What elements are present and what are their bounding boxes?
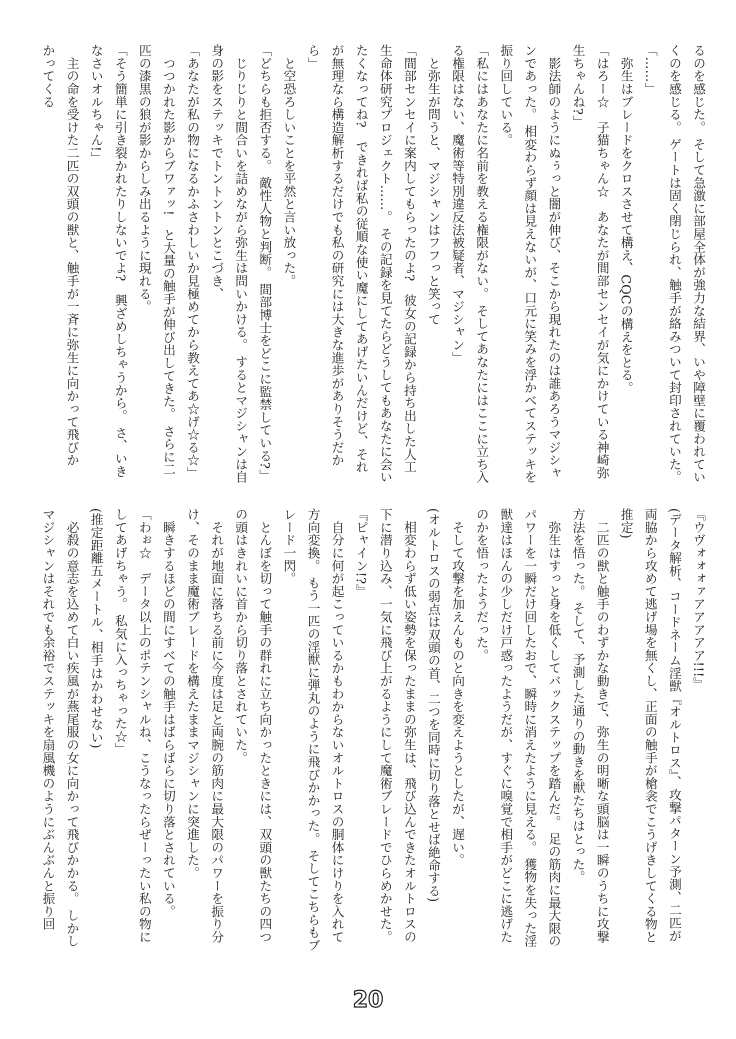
text-column: 主の命を受けた二匹の双頭の獣と、触手が一斉に弥生に向かって飛びか bbox=[64, 44, 80, 467]
text-column: たくなってね? できれば私の従順な使い魔にしてあげたいんだけど、それ bbox=[353, 44, 369, 474]
text-column: と空恐ろしいことを平然と言い放った。 bbox=[281, 44, 297, 288]
text-column: 両脇から攻めて逃げ場を無くし、正面の触手が槍衾でこうげきしてくる物と bbox=[642, 508, 658, 944]
text-column: 「……」 bbox=[642, 44, 658, 96]
text-column: 『ピャイン!?』 bbox=[353, 508, 369, 598]
text-column: (オルトロスの弱点は双頭の首、二つを同時に切り落とせば絶命する) bbox=[425, 508, 441, 903]
text-column: してあげちゃう。 私気に入っちゃった☆」 bbox=[112, 508, 128, 756]
text-column: それが地面に落ちる前に今度は足と両腕の筋肉に最大限のパワーを振り分 bbox=[209, 508, 225, 944]
text-column: のかを悟ったようだった。 bbox=[474, 508, 490, 662]
text-column: 方向変換。 もう一匹の淫獣に弾丸のように飛びかかった。 そしてこちらもブ bbox=[305, 508, 321, 952]
text-column: くのを感じる。 ゲートは固く閉じられ、触手が絡みついて封印されていた。 bbox=[666, 44, 682, 484]
text-column: 「あなたが私の物になるかふさわしいか見極めてから教えてあ☆げ☆る☆」 bbox=[185, 44, 201, 480]
text-column: 振り回している。 bbox=[498, 44, 514, 147]
text-column: 「どちらも拒否する。 敵性人物と判断。 間部博士をどこに監禁している?」 bbox=[257, 44, 273, 482]
text-column: 相変わらず低い姿勢を保ったままの弥生は、飛び込んできたオルトロスの bbox=[401, 508, 417, 944]
text-column: 「はろー☆ 子猫ちゃん☆ あなたが間部センセイが気にかけている神崎弥 bbox=[594, 44, 610, 480]
text-column: と弥生が問うと、マジシャンはフフっと笑って bbox=[425, 44, 441, 326]
text-column: 「間部センセイに案内してもらったのよ? 彼女の記録から持ち出した人工 bbox=[401, 44, 417, 474]
text-column: 自分に何が起こっているかもわからないオルトロスの胴体にけりを入れて bbox=[329, 508, 345, 944]
text-column: そして攻撃を加えんものと向きを変えようとしたが、遅い。 bbox=[450, 508, 466, 867]
text-column: 推定) bbox=[618, 508, 634, 539]
text-column: ら」 bbox=[305, 44, 321, 70]
text-column: 獣達はほんの少しだけ戸惑ったようだが、すぐに嗅覚で相手がどこに逃げた bbox=[498, 508, 514, 944]
text-column: る権限はない、魔術等特別違反法被疑者、マジシャン」 bbox=[450, 44, 466, 364]
text-column: け、そのまま魔術ブレードを構えたままマジシャンに突進した。 bbox=[185, 508, 201, 880]
text-column: 二匹の獣と触手のわずかな動きで、弥生の明晰な頭脳は一瞬のうちに攻撃 bbox=[594, 508, 610, 944]
text-column: 匹の漆黒の狼が影からしみ出るように現れる。 bbox=[136, 44, 152, 313]
text-column: レード一閃。 bbox=[281, 508, 297, 585]
text-column: 生命体研究プロジェクト……。 その記録を見てたらどうしてもあなたに会い bbox=[377, 44, 393, 484]
text-column: 必殺の意志を込めて白い疾風が燕尾服の女に向かって飛びかかる。 しかし bbox=[64, 508, 80, 948]
text-column: 『ウヴォォォァアアアアア!!!』 bbox=[691, 508, 706, 691]
bottom-text-block bbox=[34, 508, 710, 993]
top-text-block bbox=[34, 44, 710, 496]
text-column: パワーを一瞬だけ回したおで、瞬時に消えたように見える。 獲物を失った淫 bbox=[522, 508, 538, 948]
text-column: の頭はきれいに首から切り落とされていた。 bbox=[233, 508, 249, 764]
text-column: ンであった。 相変わらず顔は見えないが、口元に笑みを浮かべてステッキを bbox=[522, 44, 538, 484]
text-column: 弥生はブレードをクロスさせて構え、CQCの構えをとる。 bbox=[618, 44, 634, 395]
text-column: 生ちゃんね?」 bbox=[570, 44, 586, 128]
text-column: (データ解析、コードネーム淫獣『オルトロス』、攻撃パターン予測、二匹が bbox=[666, 508, 682, 943]
text-column: じりじりと間合いを詰めながら弥生は問いかける。 するとマジシャンは自 bbox=[233, 44, 249, 484]
text-column: が無理なら構造解析するだけでも私の研究には大きな進歩がありそうだか bbox=[329, 44, 345, 467]
page-number: 20 bbox=[352, 988, 384, 1013]
text-column: なさいオルちゃん!」 bbox=[88, 44, 104, 165]
text-column: るのを感じた。 そして急激に部屋全体が強力な結界、いや障壁に覆われてい bbox=[691, 44, 706, 484]
text-column: 「私にはあなたに名前を教える権限がない。 そしてあなたにはここに立ち入 bbox=[474, 44, 490, 484]
text-column: マジシャンはそれでも余裕でステッキを扇風機のようにぶんぶんと振り回 bbox=[40, 508, 56, 931]
text-column: かってくる bbox=[40, 44, 56, 108]
text-column: 方法を悟った。 そして、予測した通りの動きを獣たちはとった。 bbox=[570, 508, 586, 884]
text-column: (推定距離五メートル、相手はかわせない) bbox=[88, 508, 104, 749]
text-column: つつかれた影からブワァッ! と大量の触手が伸び出してきた。 さらに二 bbox=[160, 44, 176, 476]
text-column: 弥生はすっと身を低くしてバックステップを踏んだ。 足の筋肉に最大限の bbox=[546, 508, 562, 948]
text-column: とんぼを切って触手の群れに立ち向かったときには、双頭の獣たちの四つ bbox=[257, 508, 273, 944]
text-column: 下に潜り込み、一気に飛び上がるようにして魔術ブレードでひらめかせた。 bbox=[377, 508, 393, 944]
text-column: 身の影をステッキでトントントンとこづき、 bbox=[209, 44, 225, 300]
text-column: 「わぉ☆ データ以上のポテンシャルね、こうなったらぜーったい私の物に bbox=[136, 508, 152, 944]
text-column: 瞬きするほどの間にすべての触手はばらばらに切り落とされている。 bbox=[160, 508, 176, 918]
text-column: 影法師のようにぬぅっと闇が伸び、そこから現れたのは誰あろうマジシャ bbox=[546, 44, 562, 480]
text-column: 「そう簡単に引き裂かれたりしないでよ? 興ざめしちゃうから。 さ、いき bbox=[112, 44, 128, 478]
